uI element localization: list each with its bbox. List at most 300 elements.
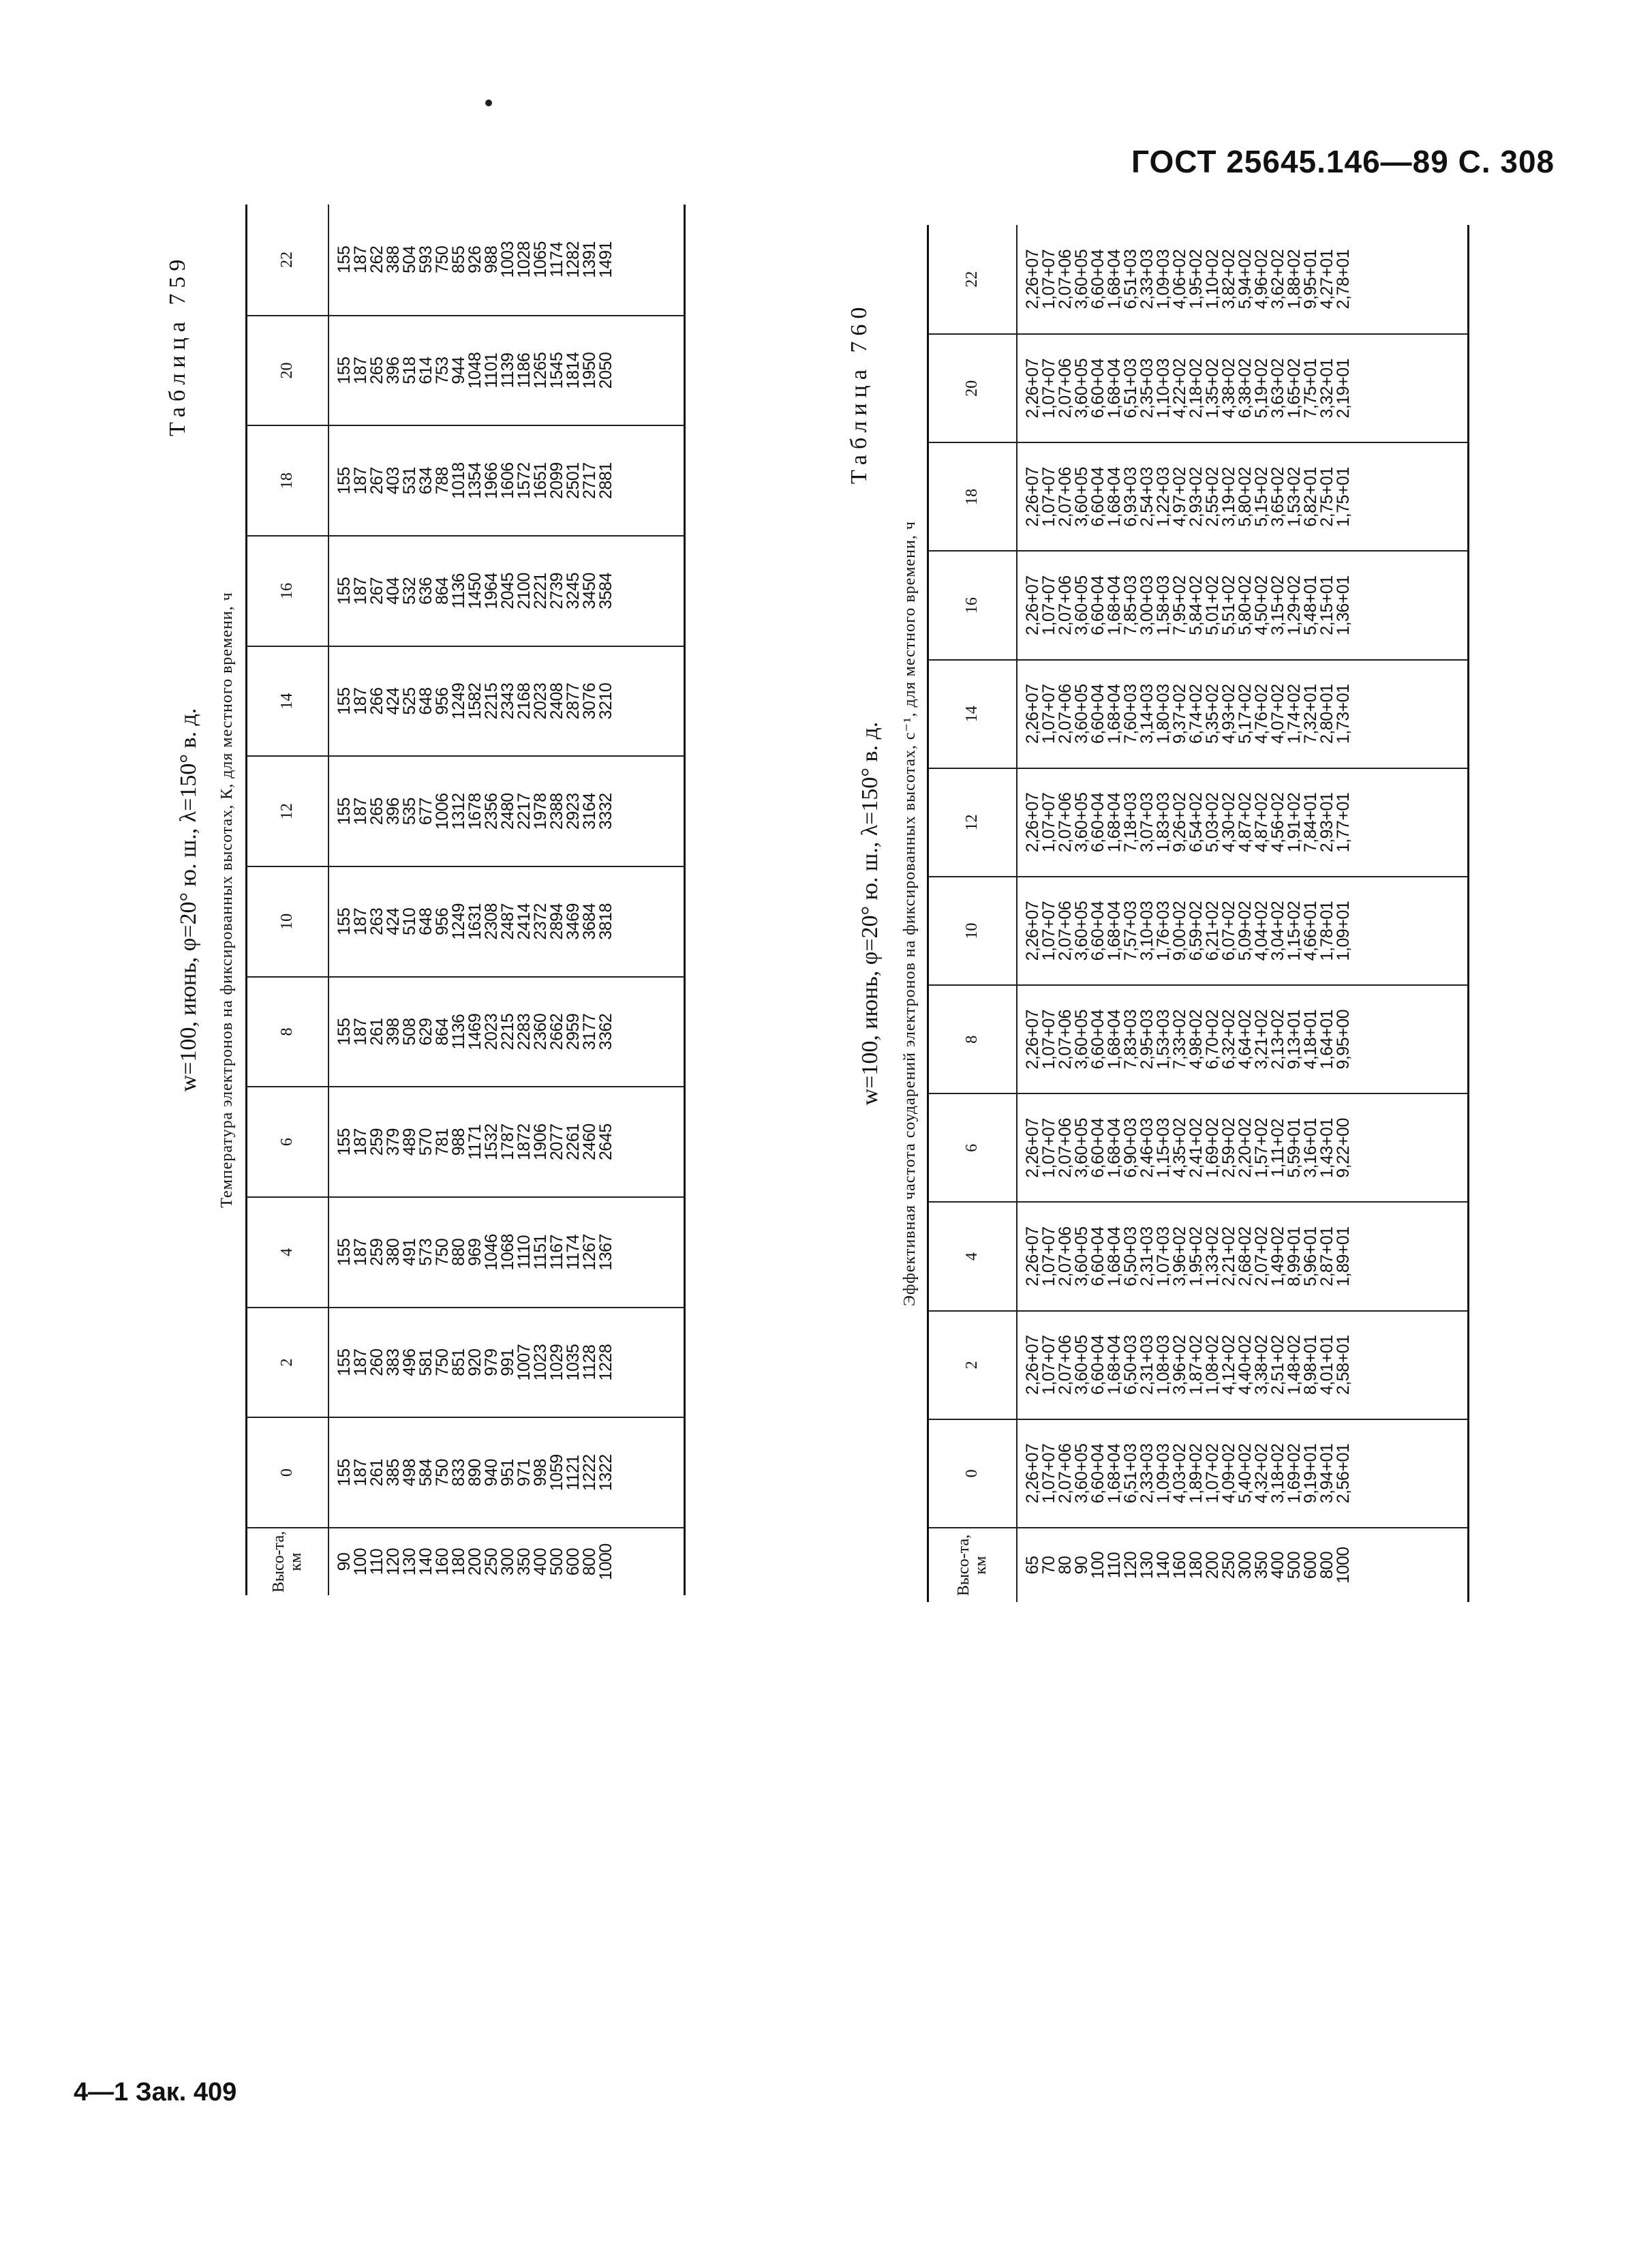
value-cell: 1,77+01: [1334, 792, 1353, 853]
value-column: [1018, 1419, 1467, 1527]
height-cell: 70: [1039, 1556, 1058, 1575]
value-cell: 677: [416, 798, 435, 826]
height-cell: 800: [580, 1548, 599, 1576]
value-cell: 3,19+02: [1219, 467, 1238, 527]
time-column-header: 16: [929, 551, 1018, 659]
time-column-header: 2: [247, 1307, 329, 1417]
value-cell: 2739: [547, 573, 566, 609]
value-cell: 262: [367, 245, 386, 273]
value-cell: 1572: [515, 462, 534, 499]
height-cell: 300: [1236, 1551, 1255, 1580]
value-cell: 2,07+06: [1056, 901, 1075, 961]
value-cell: 187: [351, 687, 370, 715]
height-cell: 110: [1105, 1552, 1124, 1579]
height-cell: 130: [1137, 1551, 1157, 1580]
value-cell: 1966: [482, 462, 501, 499]
value-cell: 4,09+02: [1219, 1443, 1238, 1504]
value-cell: 518: [400, 357, 419, 384]
value-cell: 3684: [580, 903, 599, 940]
value-cell: 1,07+07: [1039, 684, 1058, 744]
value-cell: 1814: [564, 352, 583, 389]
height-cell: 180: [449, 1548, 468, 1576]
height-cell: 160: [433, 1548, 452, 1576]
value-cell: 1,64+01: [1317, 1009, 1336, 1070]
value-cell: 1,68+04: [1105, 249, 1124, 310]
time-column-header: 14: [247, 646, 329, 756]
value-cell: 1678: [465, 793, 485, 830]
value-cell: 1,68+04: [1105, 1118, 1124, 1178]
value-cell: 1,49+02: [1268, 1226, 1287, 1286]
value-cell: 1,29+02: [1285, 575, 1304, 635]
height-cell: 350: [515, 1548, 534, 1576]
value-cell: 3,60+05: [1072, 575, 1091, 635]
value-cell: 1171: [465, 1124, 485, 1160]
value-cell: 7,95+02: [1170, 575, 1189, 635]
height-cell: 100: [351, 1548, 370, 1576]
value-cell: 267: [367, 577, 386, 605]
height-cell: 200: [1203, 1551, 1222, 1580]
value-cell: 1,76+03: [1154, 901, 1173, 961]
value-cell: 864: [433, 577, 452, 605]
value-cell: 1606: [498, 462, 517, 499]
value-cell: 155: [335, 798, 354, 826]
value-cell: 2,51+02: [1268, 1335, 1287, 1395]
value-cell: 1391: [580, 241, 599, 278]
value-cell: 2023: [531, 682, 550, 720]
value-cell: 2,56+01: [1334, 1443, 1353, 1504]
value-cell: 2877: [564, 682, 583, 720]
value-cell: 1128: [580, 1344, 599, 1380]
value-cell: 3,96+02: [1170, 1335, 1189, 1395]
value-cell: 1,68+04: [1105, 1226, 1124, 1286]
value-cell: 6,59+02: [1187, 901, 1206, 961]
value-column: [1018, 984, 1467, 1093]
value-cell: 187: [351, 907, 370, 935]
value-cell: 584: [416, 1459, 435, 1487]
value-cell: 1174: [547, 241, 566, 277]
value-cell: 424: [384, 687, 403, 715]
value-cell: 781: [433, 1128, 452, 1156]
value-cell: 5,09+02: [1236, 901, 1255, 961]
value-cell: 4,12+02: [1219, 1335, 1238, 1395]
value-cell: 1,53+02: [1285, 467, 1304, 527]
value-cell: 5,80+02: [1236, 575, 1255, 635]
value-cell: 2215: [482, 682, 501, 720]
value-cell: 1,68+04: [1105, 1443, 1124, 1504]
value-cell: 1,10+02: [1203, 249, 1222, 310]
time-column-header: 2: [929, 1310, 1018, 1419]
value-cell: 155: [335, 245, 354, 273]
value-cell: 2414: [515, 903, 534, 940]
value-cell: 1,15+03: [1154, 1118, 1173, 1178]
value-cell: 2460: [580, 1123, 599, 1160]
time-column-header: 4: [247, 1196, 329, 1307]
value-cell: 864: [433, 1018, 452, 1046]
value-cell: 1950: [580, 352, 599, 389]
value-cell: 5,01+02: [1203, 575, 1222, 635]
value-cell: 4,87+02: [1236, 792, 1255, 853]
value-cell: 3450: [580, 573, 599, 609]
value-cell: 4,40+02: [1236, 1335, 1255, 1395]
height-cell: 600: [1301, 1551, 1320, 1580]
value-cell: 4,18+01: [1301, 1009, 1320, 1070]
value-cell: 1,68+04: [1105, 1009, 1124, 1070]
value-cell: 261: [367, 1459, 386, 1487]
value-cell: 4,30+02: [1219, 792, 1238, 853]
value-cell: 1322: [596, 1454, 615, 1491]
value-cell: 1167: [547, 1234, 566, 1270]
value-cell: 4,56+02: [1268, 792, 1287, 853]
value-cell: 6,60+04: [1088, 249, 1107, 310]
value-cell: 890: [465, 1459, 485, 1487]
value-column: [329, 646, 684, 756]
value-cell: 6,60+04: [1088, 575, 1107, 635]
value-column: [1018, 1202, 1467, 1310]
value-cell: 1367: [596, 1234, 615, 1271]
value-cell: 388: [384, 245, 403, 273]
value-cell: 2,07+06: [1056, 1335, 1075, 1395]
value-cell: 1,68+04: [1105, 684, 1124, 744]
data-table: [245, 205, 686, 1595]
value-cell: 1110: [515, 1235, 534, 1269]
value-cell: 3177: [580, 1013, 599, 1051]
value-cell: 155: [335, 1018, 354, 1046]
value-cell: 1469: [465, 1013, 485, 1051]
height-cell: 600: [564, 1548, 583, 1576]
value-column: [1018, 333, 1467, 442]
value-cell: 379: [384, 1128, 403, 1156]
value-cell: 3818: [596, 903, 615, 940]
value-cell: 6,54+02: [1187, 792, 1206, 853]
value-cell: 3,60+05: [1072, 1009, 1091, 1070]
table-label: Таблица 760: [846, 301, 872, 484]
time-column-header: 16: [247, 535, 329, 646]
value-cell: 2,33+03: [1137, 1443, 1157, 1504]
value-cell: 1,07+07: [1039, 1009, 1058, 1070]
value-cell: 6,70+02: [1203, 1009, 1222, 1070]
value-cell: 956: [433, 687, 452, 715]
value-cell: 926: [465, 245, 485, 273]
value-cell: 6,07+02: [1219, 901, 1238, 961]
value-cell: 6,60+04: [1088, 684, 1107, 744]
value-cell: 9,95+00: [1334, 1009, 1353, 1070]
value-cell: 2923: [564, 793, 583, 830]
value-cell: 187: [351, 245, 370, 273]
value-cell: 1,69+02: [1285, 1443, 1304, 1504]
value-cell: 4,64+02: [1236, 1009, 1255, 1070]
value-cell: 2,07+06: [1056, 575, 1075, 635]
value-cell: 1,10+03: [1154, 358, 1173, 419]
value-cell: 2,58+01: [1334, 1335, 1353, 1395]
value-cell: 383: [384, 1348, 403, 1376]
value-cell: 6,60+04: [1088, 1118, 1107, 1178]
value-cell: 1,68+04: [1105, 358, 1124, 419]
value-column: [329, 976, 684, 1087]
value-cell: 2050: [596, 352, 615, 389]
value-cell: 1,07+07: [1039, 1335, 1058, 1395]
value-cell: 4,76+02: [1252, 684, 1271, 744]
value-cell: 2,46+03: [1137, 1118, 1157, 1178]
height-cell: 200: [465, 1548, 485, 1576]
value-column: [329, 755, 684, 866]
value-cell: 1,35+02: [1203, 358, 1222, 419]
time-column-header: 0: [247, 1417, 329, 1527]
value-cell: 988: [449, 1128, 468, 1156]
height-cell: 80: [1056, 1556, 1075, 1575]
time-column-header: 8: [247, 976, 329, 1087]
height-cell: 300: [498, 1548, 517, 1576]
time-column-header: 4: [929, 1202, 1018, 1310]
value-cell: 504: [400, 245, 419, 273]
table-caption: Эффективная частота соударений электронов на фиксированных высотах, с⁻¹, для местного времени, ч: [901, 521, 919, 1306]
value-cell: 5,51+02: [1219, 575, 1238, 635]
value-cell: 2100: [515, 573, 534, 609]
value-cell: 265: [367, 798, 386, 826]
value-cell: 788: [433, 467, 452, 495]
value-cell: 1450: [465, 573, 485, 609]
value-cell: 155: [335, 357, 354, 384]
value-column: [1018, 1093, 1467, 1201]
value-cell: 1023: [531, 1344, 550, 1381]
value-column: [329, 866, 684, 976]
value-cell: 2308: [482, 903, 501, 940]
value-cell: 5,15+02: [1252, 467, 1271, 527]
value-cell: 2360: [531, 1013, 550, 1051]
value-cell: 1532: [482, 1123, 501, 1160]
value-cell: 496: [400, 1348, 419, 1376]
value-cell: 940: [482, 1459, 501, 1487]
value-cell: 1035: [564, 1344, 583, 1381]
value-cell: 1,89+02: [1187, 1443, 1206, 1504]
value-cell: 1651: [531, 462, 550, 499]
value-cell: 187: [351, 1128, 370, 1156]
value-cell: 1,65+02: [1285, 358, 1304, 419]
time-column-header: 20: [247, 315, 329, 425]
value-cell: 1964: [482, 573, 501, 609]
value-cell: 155: [335, 1128, 354, 1156]
value-cell: 1,83+03: [1154, 792, 1173, 853]
value-cell: 6,60+04: [1088, 1443, 1107, 1504]
value-cell: 531: [400, 467, 419, 495]
value-cell: 1,68+04: [1105, 792, 1124, 853]
height-cell: 65: [1023, 1556, 1042, 1575]
value-cell: 1139: [498, 352, 517, 389]
value-cell: 1121: [564, 1455, 583, 1491]
value-cell: 1,68+04: [1105, 467, 1124, 527]
value-cell: 5,48+01: [1301, 575, 1320, 635]
value-cell: 2717: [580, 462, 599, 499]
value-cell: 1,48+02: [1285, 1335, 1304, 1395]
value-cell: 1,36+01: [1334, 575, 1353, 635]
value-cell: 2662: [547, 1013, 566, 1051]
value-cell: 2487: [498, 903, 517, 940]
time-column-header: 20: [929, 333, 1018, 442]
value-cell: 944: [449, 357, 468, 384]
value-cell: 3,62+02: [1268, 249, 1287, 310]
value-cell: 6,60+04: [1088, 1009, 1107, 1070]
value-cell: 1018: [449, 462, 468, 499]
value-cell: 969: [465, 1238, 485, 1266]
height-cell: 500: [1285, 1551, 1304, 1580]
height-cell: 400: [1268, 1551, 1287, 1580]
value-cell: 3245: [564, 573, 583, 609]
value-cell: 998: [531, 1459, 550, 1487]
value-cell: 634: [416, 467, 435, 495]
value-cell: 2,26+07: [1023, 901, 1042, 961]
value-cell: 2,68+02: [1236, 1226, 1255, 1286]
value-cell: 3,60+05: [1072, 1226, 1091, 1286]
value-cell: 4,87+02: [1252, 792, 1271, 853]
value-cell: 2388: [547, 793, 566, 830]
value-cell: 1265: [531, 352, 550, 389]
value-cell: 753: [433, 357, 452, 384]
value-cell: 3,96+02: [1170, 1226, 1189, 1286]
value-column: [329, 205, 684, 315]
value-cell: 750: [433, 1238, 452, 1266]
value-cell: 750: [433, 1459, 452, 1487]
value-cell: 2099: [547, 462, 566, 499]
value-cell: 2,26+07: [1023, 1335, 1042, 1395]
value-cell: 265: [367, 357, 386, 384]
value-cell: 3584: [596, 573, 615, 609]
value-cell: 5,94+02: [1236, 249, 1255, 310]
value-cell: 259: [367, 1128, 386, 1156]
value-cell: 629: [416, 1018, 435, 1046]
value-cell: 2,07+06: [1056, 358, 1075, 419]
value-cell: 261: [367, 1018, 386, 1046]
value-cell: 155: [335, 907, 354, 935]
value-cell: 3,18+02: [1268, 1443, 1287, 1504]
value-cell: 2,31+03: [1137, 1226, 1157, 1286]
page-footer: 4—1 Зак. 409: [74, 2078, 237, 2107]
value-cell: 2,13+02: [1268, 1009, 1287, 1070]
value-cell: 1,07+07: [1039, 1443, 1058, 1504]
value-cell: 3,65+02: [1268, 467, 1287, 527]
value-cell: 155: [335, 1459, 354, 1487]
value-cell: 3,32+01: [1317, 358, 1336, 419]
value-cell: 2501: [564, 462, 583, 499]
value-cell: 6,51+03: [1121, 358, 1140, 419]
value-cell: 9,13+01: [1285, 1009, 1304, 1070]
value-cell: 1029: [547, 1344, 566, 1381]
value-column: [1018, 659, 1467, 768]
height-cell: 250: [1219, 1551, 1238, 1580]
value-cell: 2,07+06: [1056, 1443, 1075, 1504]
value-cell: 6,38+02: [1236, 358, 1255, 419]
value-cell: 4,07+02: [1268, 684, 1287, 744]
value-cell: 266: [367, 687, 386, 715]
value-cell: 4,01+01: [1317, 1335, 1336, 1395]
value-cell: 3,14+03: [1137, 684, 1157, 744]
height-cell: 120: [1121, 1551, 1140, 1580]
value-cell: 2,93+01: [1317, 792, 1336, 853]
value-cell: 2,26+07: [1023, 1443, 1042, 1504]
height-cell: 130: [400, 1548, 419, 1576]
value-cell: 1065: [531, 241, 550, 278]
value-column: [1018, 225, 1467, 333]
value-cell: 988: [482, 245, 501, 273]
value-cell: 6,60+04: [1088, 792, 1107, 853]
height-column-header: Высо-та, км: [929, 1527, 1018, 1602]
value-cell: 5,59+01: [1285, 1118, 1304, 1178]
value-cell: 155: [335, 1238, 354, 1266]
value-cell: 2,80+01: [1317, 684, 1336, 744]
value-cell: 7,84+01: [1301, 792, 1320, 853]
value-cell: 267: [367, 467, 386, 495]
value-cell: 6,74+02: [1187, 684, 1206, 744]
value-column: [329, 1417, 684, 1527]
value-cell: 1186: [515, 352, 534, 389]
value-cell: 4,03+02: [1170, 1443, 1189, 1504]
value-cell: 1,43+01: [1317, 1118, 1336, 1178]
time-column-header: 6: [247, 1086, 329, 1196]
value-cell: 1046: [482, 1234, 501, 1271]
value-cell: 1,07+07: [1039, 792, 1058, 853]
time-column-header: 22: [929, 225, 1018, 333]
value-cell: 2,54+03: [1137, 467, 1157, 527]
value-cell: 5,80+02: [1236, 467, 1255, 527]
value-cell: 2,21+02: [1219, 1226, 1238, 1286]
value-column: [1018, 876, 1467, 984]
value-cell: 593: [416, 245, 435, 273]
value-cell: 1,07+07: [1039, 901, 1058, 961]
value-cell: 4,97+02: [1170, 467, 1189, 527]
table-caption: Температура электронов на фиксированных высотах, К, для местного времени, ч: [218, 592, 236, 1208]
value-cell: 396: [384, 357, 403, 384]
value-cell: 2,87+01: [1317, 1226, 1336, 1286]
value-cell: 2,18+02: [1187, 358, 1206, 419]
value-cell: 920: [465, 1348, 485, 1376]
value-cell: 532: [400, 577, 419, 605]
value-cell: 1151: [531, 1234, 550, 1270]
value-cell: 1,07+07: [1039, 358, 1058, 419]
value-cell: 2,93+02: [1187, 467, 1206, 527]
value-cell: 3362: [596, 1013, 615, 1051]
value-cell: 880: [449, 1238, 468, 1266]
value-cell: 1,07+03: [1154, 1226, 1173, 1286]
value-cell: 6,60+04: [1088, 1335, 1107, 1395]
value-column: [1018, 1310, 1467, 1419]
value-cell: 7,57+03: [1121, 901, 1140, 961]
value-cell: 6,60+04: [1088, 1226, 1107, 1286]
height-cell: 140: [416, 1548, 435, 1576]
value-column: [1018, 442, 1467, 550]
value-cell: 6,60+04: [1088, 467, 1107, 527]
value-cell: 2261: [564, 1123, 583, 1160]
value-cell: 3,21+02: [1252, 1009, 1271, 1070]
value-cell: 3,60+05: [1072, 792, 1091, 853]
value-cell: 3,60+05: [1072, 684, 1091, 744]
value-cell: 2,41+02: [1187, 1118, 1206, 1178]
value-cell: 1,68+04: [1105, 901, 1124, 961]
value-column: [329, 1307, 684, 1417]
value-cell: 1028: [515, 241, 534, 278]
value-cell: 424: [384, 907, 403, 935]
value-cell: 5,19+02: [1252, 358, 1271, 419]
value-cell: 1354: [465, 462, 485, 499]
value-cell: 263: [367, 907, 386, 935]
value-cell: 750: [433, 1348, 452, 1376]
value-cell: 573: [416, 1238, 435, 1266]
value-cell: 9,00+02: [1170, 901, 1189, 961]
value-cell: 2,07+02: [1252, 1226, 1271, 1286]
time-column-header: 22: [247, 205, 329, 315]
value-cell: 9,22+00: [1334, 1118, 1353, 1178]
value-cell: 4,22+02: [1170, 358, 1189, 419]
value-cell: 2,35+03: [1137, 358, 1157, 419]
value-cell: 260: [367, 1348, 386, 1376]
value-cell: 1136: [449, 1014, 468, 1050]
